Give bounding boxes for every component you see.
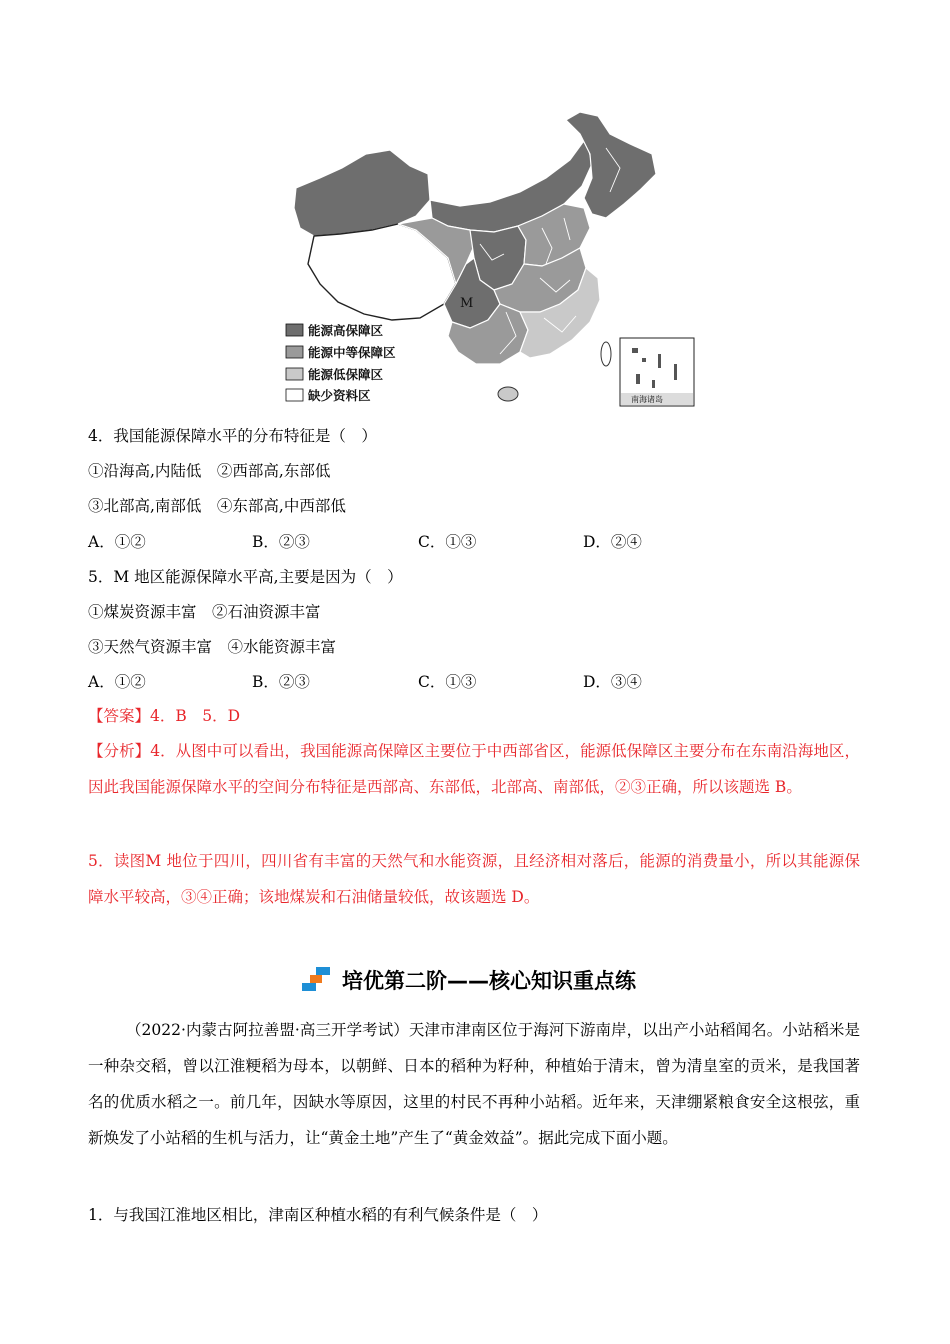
q1-stem: 1．与我国江淮地区相比，津南区种植水稻的有利气候条件是（ ） bbox=[88, 1206, 548, 1224]
map-label-m: M bbox=[460, 296, 474, 311]
section-title-text: 培优第二阶——核心知识重点练 bbox=[342, 969, 636, 993]
section-heading bbox=[300, 962, 636, 998]
q5-choices-line2: ③天然气资源丰富 ④水能资源丰富 bbox=[88, 638, 337, 656]
q5-option-b: B．②③ bbox=[252, 673, 310, 691]
legend-label-nodata: 缺少资料区 bbox=[308, 388, 371, 403]
map-region-taiwan bbox=[601, 342, 611, 366]
legend-label-medium: 能源中等保障区 bbox=[308, 345, 396, 360]
legend-swatch-medium bbox=[286, 346, 303, 358]
q4-option-c: C．①③ bbox=[418, 533, 477, 551]
china-energy-map bbox=[280, 108, 700, 410]
inset-label: 南海诸岛 bbox=[631, 395, 663, 404]
q4-option-d: D．②④ bbox=[583, 533, 642, 551]
q5-option-c: C．①③ bbox=[418, 673, 477, 691]
analysis-paragraph-2: 5．读图M 地位于四川，四川省有丰富的天然气和水能资源，且经济相对落后，能源的消费量小，所以其能源保障水平较高，③④正确；该地煤炭和石油储量较低，故该题选 D。 bbox=[88, 852, 860, 906]
legend-swatch-low bbox=[286, 368, 303, 380]
section-icon bbox=[300, 965, 332, 995]
analysis-paragraph-1: 【分析】4．从图中可以看出，我国能源高保障区主要位于中西部省区，能源低保障区主要分布在东南沿海地区，因此我国能源保障水平的空间分布特征是西部高、东部低，北部高、南部低，②③正确，所以该题选 B。 bbox=[88, 742, 860, 796]
map-region-hainan bbox=[498, 387, 518, 401]
q4-choices-line2: ③北部高,南部低 ④东部高,中西部低 bbox=[88, 497, 346, 515]
passage-paragraph: （2022·内蒙古阿拉善盟·高三开学考试）天津市津南区位于海河下游南岸，以出产小站稻闻名。小站稻米是一种杂交稻，曾以江淮粳稻为母本，以朝鲜、日本的稻种为籽种，种植始于清末，曾为清皇室的贡米，是我国著名的优质水稻之一。前几年，因缺水等原因，这里的村民不再种小站稻。近年来，天津绷紧粮食安全这根弦，重新焕发了小站稻的生机与活力，让“黄金土地”产生了“黄金效益”。据此完成下面小题。 bbox=[88, 1021, 860, 1147]
legend-label-low: 能源低保障区 bbox=[308, 367, 384, 382]
q4-choices-line1: ①沿海高,内陆低 ②西部高,东部低 bbox=[88, 462, 331, 480]
q5-option-a: A．①② bbox=[88, 673, 146, 691]
legend-swatch-high bbox=[286, 324, 303, 336]
q5-stem: 5．M 地区能源保障水平高,主要是因为（ ） bbox=[88, 568, 403, 586]
q5-choices-line1: ①煤炭资源丰富 ②石油资源丰富 bbox=[88, 603, 321, 621]
legend-label-high: 能源高保障区 bbox=[308, 323, 384, 338]
q4-option-b: B．②③ bbox=[252, 533, 310, 551]
map-legend bbox=[286, 323, 396, 403]
legend-swatch-nodata bbox=[286, 389, 303, 401]
answer-line: 【答案】4．B 5．D bbox=[88, 707, 241, 725]
q5-option-d: D．③④ bbox=[583, 673, 642, 691]
q4-option-a: A．①② bbox=[88, 533, 146, 551]
q4-stem: 4．我国能源保障水平的分布特征是（ ） bbox=[88, 427, 377, 445]
